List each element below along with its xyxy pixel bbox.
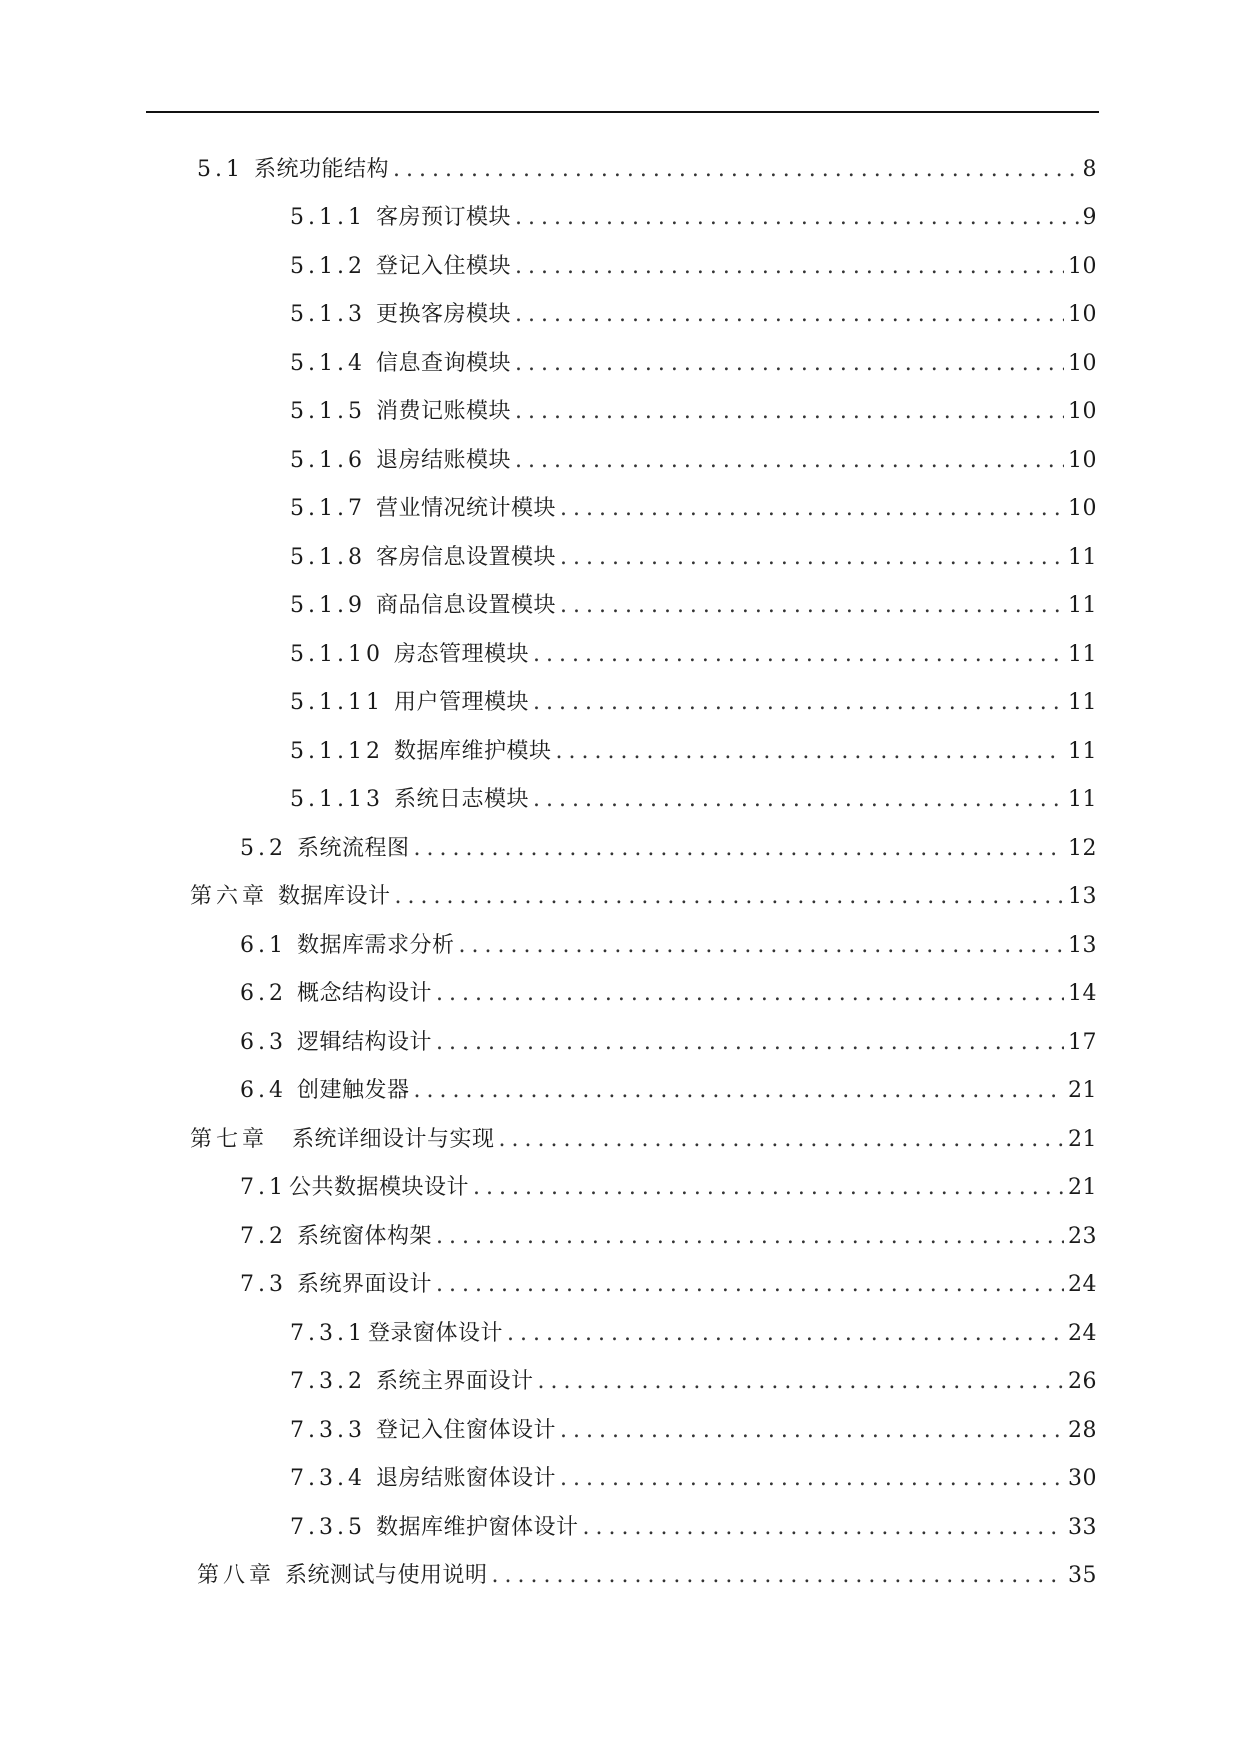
- toc-entry[interactable]: [190, 1120, 1097, 1160]
- toc-leader: [499, 1120, 1064, 1160]
- toc-title: 客房信息设置模块: [375, 545, 556, 570]
- toc-number: 7.3.1: [290, 1321, 366, 1346]
- toc-number: 6.4: [240, 1078, 287, 1103]
- toc-page-number: 10: [1068, 351, 1097, 376]
- toc-title: 系统测试与使用说明: [285, 1563, 488, 1588]
- toc-page-number: 21: [1068, 1127, 1097, 1152]
- toc-title: 系统主界面设计: [375, 1369, 534, 1394]
- toc-page-number: 28: [1068, 1418, 1097, 1443]
- toc-title: 退房结账模块: [375, 448, 511, 473]
- toc-number: 第七章: [190, 1127, 269, 1152]
- toc-page-number: 11: [1068, 739, 1097, 764]
- toc-entry[interactable]: [290, 1459, 1097, 1499]
- toc-page-number: 10: [1068, 399, 1097, 424]
- toc-entry[interactable]: [290, 344, 1097, 384]
- toc-title: 数据库维护窗体设计: [375, 1515, 579, 1540]
- toc-number: 第八章: [197, 1563, 276, 1588]
- toc-number: 6.1: [240, 933, 287, 958]
- toc-leader: [515, 344, 1064, 384]
- toc-leader: [515, 198, 1079, 238]
- toc-title: 系统窗体构架: [297, 1224, 433, 1249]
- toc-page-number: 13: [1068, 933, 1097, 958]
- toc-title: 概念结构设计: [297, 981, 433, 1006]
- toc-leader: [515, 247, 1064, 287]
- toc-number: 5.1.9: [290, 593, 366, 618]
- toc-number: 7.3: [240, 1272, 287, 1297]
- toc-entry[interactable]: [290, 1362, 1097, 1402]
- toc-number: 6.2: [240, 981, 287, 1006]
- toc-number: 5.1.12: [290, 739, 384, 764]
- toc-entry[interactable]: [290, 1314, 1097, 1354]
- toc-page-number: 35: [1068, 1563, 1097, 1588]
- toc-title: 系统流程图: [297, 836, 410, 861]
- toc-leader: [414, 829, 1064, 869]
- toc-page-number: 14: [1068, 981, 1097, 1006]
- toc-entry[interactable]: [290, 538, 1097, 578]
- toc-title: 商品信息设置模块: [375, 593, 556, 618]
- toc-leader: [436, 1217, 1064, 1257]
- toc-leader: [473, 1168, 1064, 1208]
- toc-entry[interactable]: [197, 1556, 1097, 1596]
- toc-page-number: 11: [1068, 593, 1097, 618]
- toc-leader: [533, 780, 1064, 820]
- toc-title: 创建触发器: [297, 1078, 410, 1103]
- toc-title: 数据库维护模块: [393, 739, 552, 764]
- toc-number: 7.1: [240, 1175, 287, 1200]
- toc-leader: [507, 1314, 1064, 1354]
- toc-number: 5.1.4: [290, 351, 366, 376]
- toc-number: 5.1.1: [290, 205, 366, 230]
- toc-leader: [560, 1459, 1064, 1499]
- toc-number: 第六章: [190, 884, 269, 909]
- toc-number: 5.1.6: [290, 448, 366, 473]
- toc-number: 5.1.8: [290, 545, 366, 570]
- toc-page-number: 24: [1068, 1321, 1097, 1346]
- toc-page-number: 23: [1068, 1224, 1097, 1249]
- toc-page-number: 11: [1068, 787, 1097, 812]
- toc-page-number: 17: [1068, 1030, 1097, 1055]
- toc-leader: [560, 538, 1064, 578]
- toc-leader: [538, 1362, 1065, 1402]
- toc-entry[interactable]: [290, 683, 1097, 723]
- header-rule: [146, 111, 1099, 113]
- toc-page-number: 10: [1068, 496, 1097, 521]
- toc-page-number: 13: [1068, 884, 1097, 909]
- toc-title: 系统详细设计与实现: [292, 1127, 495, 1152]
- toc-title: 逻辑结构设计: [297, 1030, 433, 1055]
- toc-leader: [515, 295, 1064, 335]
- toc-leader: [583, 1508, 1065, 1548]
- toc-leader: [556, 732, 1065, 772]
- toc-entry[interactable]: [240, 974, 1097, 1014]
- toc-page-number: 30: [1068, 1466, 1097, 1491]
- toc-entry[interactable]: [240, 1265, 1097, 1305]
- toc-entry[interactable]: [240, 1168, 1097, 1208]
- toc-title: 退房结账窗体设计: [375, 1466, 556, 1491]
- toc-number: 7.2: [240, 1224, 287, 1249]
- toc-page-number: 11: [1068, 642, 1097, 667]
- toc-page-number: 10: [1068, 448, 1097, 473]
- toc-number: 5.1.11: [290, 690, 384, 715]
- toc-title: 登录窗体设计: [367, 1321, 503, 1346]
- toc-number: 6.3: [240, 1030, 287, 1055]
- toc-entry[interactable]: [240, 1071, 1097, 1111]
- toc-page-number: 10: [1068, 302, 1097, 327]
- toc-title: 数据库需求分析: [297, 933, 455, 958]
- toc-number: 5.1.10: [290, 642, 384, 667]
- toc-page-number: 24: [1068, 1272, 1097, 1297]
- toc-number: 5.1.13: [290, 787, 384, 812]
- toc-number: 7.3.4: [290, 1466, 366, 1491]
- toc-leader: [414, 1071, 1064, 1111]
- toc-leader: [533, 683, 1064, 723]
- toc-title: 客房预订模块: [375, 205, 511, 230]
- toc-leader: [515, 392, 1064, 432]
- toc-leader: [560, 489, 1064, 529]
- toc-page-number: 26: [1068, 1369, 1097, 1394]
- toc-number: 5.2: [240, 836, 287, 861]
- toc-leader: [515, 441, 1064, 481]
- toc-entry[interactable]: [240, 1023, 1097, 1063]
- toc-page-number: 11: [1068, 690, 1097, 715]
- toc-title: 公共数据模块设计: [289, 1175, 470, 1200]
- toc-page-number: 21: [1068, 1078, 1097, 1103]
- toc-number: 5.1.5: [290, 399, 366, 424]
- toc-entry[interactable]: [290, 732, 1097, 772]
- toc-title: 登记入住模块: [375, 254, 511, 279]
- toc-entry[interactable]: [197, 150, 1097, 190]
- toc-title: 系统功能结构: [254, 157, 390, 182]
- toc-title: 营业情况统计模块: [375, 496, 556, 521]
- toc-page-number: 9: [1082, 205, 1097, 230]
- toc-entry[interactable]: [290, 247, 1097, 287]
- toc-entry[interactable]: [290, 295, 1097, 335]
- toc-entry[interactable]: [290, 489, 1097, 529]
- toc-number: 5.1.7: [290, 496, 366, 521]
- toc-entry[interactable]: [290, 780, 1097, 820]
- toc-title: 信息查询模块: [375, 351, 511, 376]
- toc-leader: [436, 974, 1064, 1014]
- toc-title: 系统日志模块: [393, 787, 529, 812]
- toc-entry[interactable]: [290, 635, 1097, 675]
- toc-title: 房态管理模块: [393, 642, 529, 667]
- toc-title: 登记入住窗体设计: [375, 1418, 556, 1443]
- toc-leader: [436, 1023, 1064, 1063]
- toc-leader: [395, 877, 1064, 917]
- toc-number: 5.1.2: [290, 254, 366, 279]
- toc-leader: [560, 1411, 1064, 1451]
- toc-leader: [492, 1556, 1064, 1596]
- toc-entry[interactable]: [290, 1411, 1097, 1451]
- toc-number: 7.3.5: [290, 1515, 366, 1540]
- toc-entry[interactable]: [290, 1508, 1097, 1548]
- toc-entry[interactable]: [240, 829, 1097, 869]
- toc-title: 更换客房模块: [375, 302, 511, 327]
- toc-page-number: 12: [1068, 836, 1097, 861]
- toc-number: 5.1.3: [290, 302, 366, 327]
- toc-entry[interactable]: [290, 586, 1097, 626]
- toc-title: 系统界面设计: [297, 1272, 433, 1297]
- toc-entry[interactable]: [240, 1217, 1097, 1257]
- toc-page-number: 33: [1068, 1515, 1097, 1540]
- toc-number: 5.1: [197, 157, 244, 182]
- toc-title: 用户管理模块: [393, 690, 529, 715]
- toc-title: 消费记账模块: [375, 399, 511, 424]
- toc-page-number: 21: [1068, 1175, 1097, 1200]
- toc-title: 数据库设计: [278, 884, 391, 909]
- toc-page-number: 10: [1068, 254, 1097, 279]
- toc-entry[interactable]: [290, 392, 1097, 432]
- toc-entry[interactable]: [290, 441, 1097, 481]
- toc-leader: [533, 635, 1064, 675]
- toc-leader: [560, 586, 1064, 626]
- toc-page-number: 11: [1068, 545, 1097, 570]
- toc-entry[interactable]: [240, 926, 1097, 966]
- toc-leader: [393, 150, 1078, 190]
- toc-page-number: 8: [1082, 157, 1097, 182]
- toc-entry[interactable]: [290, 198, 1097, 238]
- toc-leader: [459, 926, 1064, 966]
- toc-number: 7.3.2: [290, 1369, 366, 1394]
- toc-entry[interactable]: [190, 877, 1097, 917]
- toc-leader: [436, 1265, 1064, 1305]
- toc-number: 7.3.3: [290, 1418, 366, 1443]
